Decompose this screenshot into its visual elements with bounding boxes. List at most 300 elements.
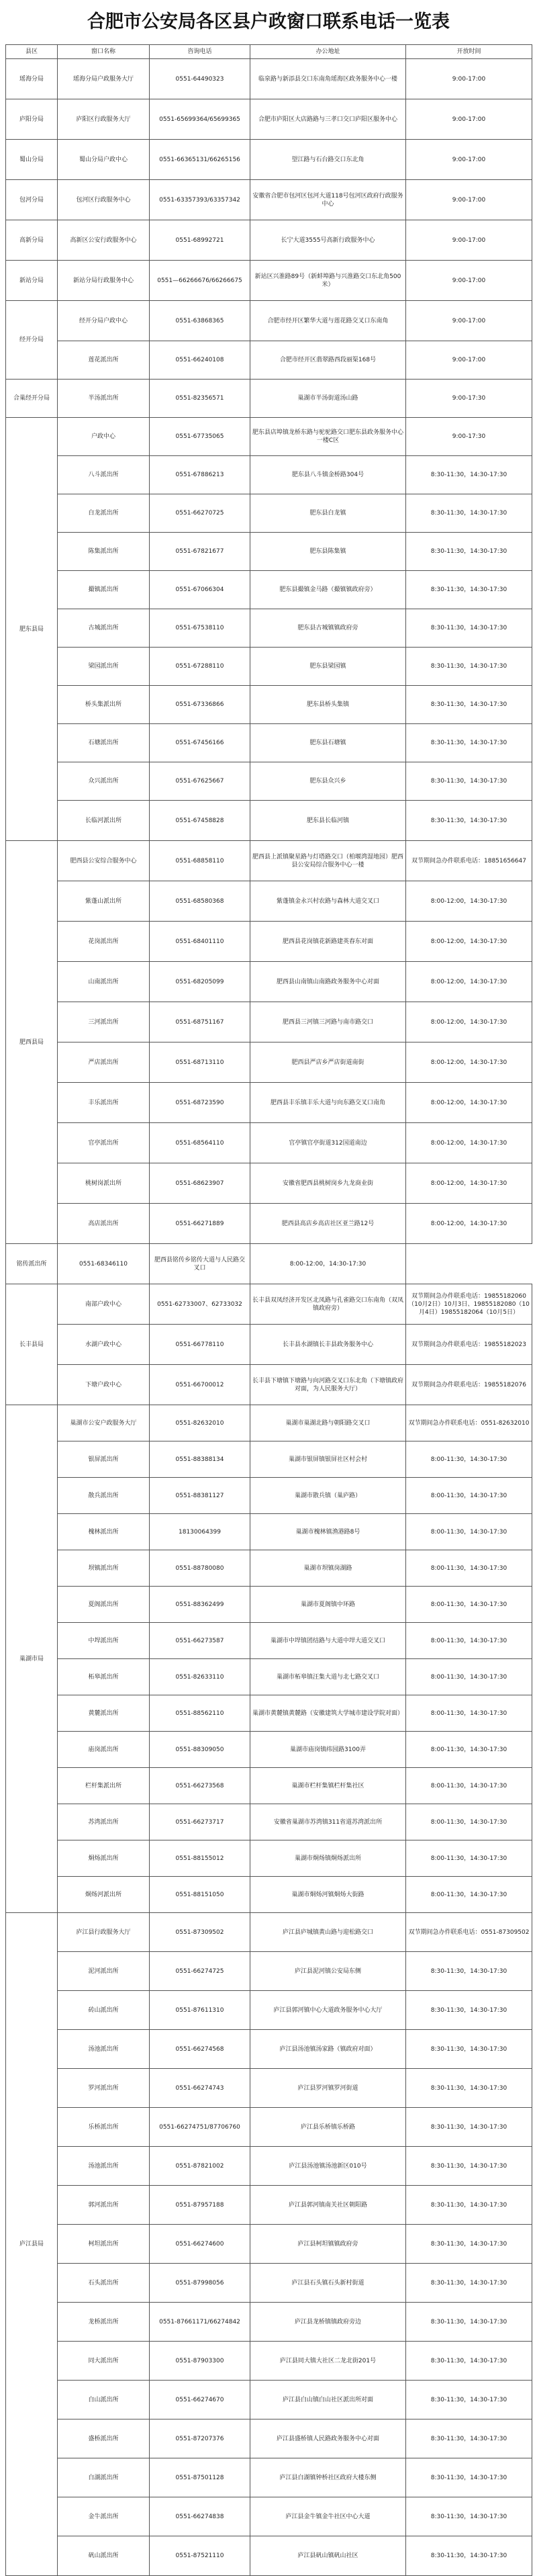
phone-cell: 0551—66266676/66266675 — [150, 261, 250, 301]
table-row — [6, 140, 532, 180]
table-row — [6, 2458, 532, 2497]
address-cell: 肥西县高店乡高店社区亚兰路12号 — [250, 1204, 406, 1244]
window-name-cell: 砖山派出所 — [58, 1991, 150, 2030]
phone-cell: 0551-68713110 — [150, 1042, 250, 1083]
address-cell: 肥东县桥头集镇 — [250, 686, 406, 724]
address-cell: 肥东县石塘镇 — [250, 724, 406, 762]
table-row — [6, 1204, 532, 1244]
county-cell: 肥西县局 — [6, 841, 58, 1244]
window-name-cell: 官亭派出所 — [58, 1123, 150, 1163]
window-name-cell: 梁园派出所 — [58, 648, 150, 686]
hours-cell: 双节期间急办件联系电话：18851656647 — [406, 841, 532, 881]
hours-cell: 8:30-11:30，14:30-17:30 — [406, 2536, 532, 2576]
table-row — [6, 180, 532, 220]
table-row — [6, 1441, 532, 1478]
phone-cell: 0551-88562110 — [150, 1695, 250, 1732]
address-cell: 庐江县郭河镇中心大道政务服务中心大厅 — [250, 1991, 406, 2030]
table-row — [6, 1514, 532, 1550]
window-name-cell: 烔炀派出所 — [58, 1840, 150, 1877]
hours-cell: 8:30-11:30，14:30-17:30 — [406, 2147, 532, 2186]
table-row — [6, 1587, 532, 1623]
table-row — [6, 1550, 532, 1587]
table-row — [6, 341, 532, 380]
hours-cell: 8:00-11:30，14:30-17:30 — [406, 1514, 532, 1550]
hours-cell: 8:30-11:30，14:30-17:30 — [406, 2303, 532, 2342]
address-cell: 肥西县铭传乡铭传大道与人民路交叉口 — [150, 1244, 250, 1284]
county-cell: 庐江县局 — [6, 1913, 58, 2576]
address-cell: 巢湖市坝镇岗湖路 — [250, 1550, 406, 1587]
window-name-cell: 新站分局行政服务中心 — [58, 261, 150, 301]
phone-cell: 0551-66274725 — [150, 1952, 250, 1991]
hours-cell: 8:30-11:30，14:30-17:30 — [406, 2108, 532, 2147]
table-row — [6, 571, 532, 609]
hours-cell: 8:30-11:30，14:30-17:30 — [406, 2264, 532, 2303]
address-cell: 巢湖市巢湖北路与朝阳路交叉口 — [250, 1405, 406, 1441]
phone-cell: 0551-67886213 — [150, 456, 250, 494]
contact-table — [5, 44, 532, 2576]
phone-cell: 0551-63357393/63357342 — [150, 180, 250, 220]
table-row — [6, 380, 532, 418]
window-name-cell: 柘皋派出所 — [58, 1659, 150, 1695]
window-name-cell: 汤池派出所 — [58, 2030, 150, 2069]
hours-cell: 8:30-11:30，14:30-17:30 — [406, 456, 532, 494]
window-name-cell: 花岗派出所 — [58, 922, 150, 962]
hours-cell: 8:30-11:30，14:30-17:30 — [406, 686, 532, 724]
address-cell: 肥东县撮镇金马路（撮镇镇政府旁） — [250, 571, 406, 609]
phone-cell: 0551-66274600 — [150, 2225, 250, 2264]
window-name-cell: 长临河派出所 — [58, 801, 150, 841]
address-cell: 巢湖市烔炀镇烔炀派出所 — [250, 1840, 406, 1877]
phone-cell: 0551-88155012 — [150, 1840, 250, 1877]
table-row — [6, 2069, 532, 2108]
header-window-name: 窗口名称 — [58, 45, 150, 59]
phone-cell: 0551-66274751/87706760 — [150, 2108, 250, 2147]
address-cell: 新站区兴淮路89号（新蚌埠路与兴淮路交口东北角500米） — [250, 261, 406, 301]
phone-cell: 0551-63868365 — [150, 301, 250, 341]
address-cell: 巢湖市柘皋镇汪集大道与北七路交叉口 — [250, 1659, 406, 1695]
table-row — [6, 1365, 532, 1405]
window-name-cell: 众兴派出所 — [58, 762, 150, 801]
window-name-cell: 包河区行政服务中心 — [58, 180, 150, 220]
address-cell: 庐江县白湖镇钟桥社区政府大楼东侧 — [250, 2458, 406, 2497]
hours-cell: 8:30-11:30，14:30-17:30 — [406, 724, 532, 762]
window-name-cell: 苏湾派出所 — [58, 1804, 150, 1840]
window-name-cell: 下塘户政中心 — [58, 1365, 150, 1405]
contact-table-container — [5, 44, 532, 2576]
address-cell: 合肥市经开区翡翠路西段丽渠168号 — [250, 341, 406, 380]
table-row — [6, 2342, 532, 2381]
hours-cell: 9:00-17:30 — [406, 418, 532, 456]
table-row — [6, 2186, 532, 2225]
address-cell: 肥西县上派镇聚星路与灯塔路交口（柏堰湾湿地园）肥西县公安局综合服务中心一楼 — [250, 841, 406, 881]
window-name-cell: 汤池派出所 — [58, 2147, 150, 2186]
address-cell: 望江路与石台路交口东北角 — [250, 140, 406, 180]
hours-cell: 8:00-11:30，14:30-17:30 — [406, 1441, 532, 1478]
hours-cell: 8:00-12:00，14:30-17:30 — [406, 962, 532, 1002]
window-name-cell: 瑶海分局户政服务大厅 — [58, 59, 150, 99]
hours-cell: 双节期间急办件联系电话：0551-87309502 — [406, 1913, 532, 1952]
address-cell: 临泉路与新添县交口东南角瑶海区政务服务中心一楼 — [250, 59, 406, 99]
window-name-cell: 肥西县公安综合服务中心 — [58, 841, 150, 881]
address-cell: 巢湖市散兵镇（巢庐路） — [250, 1478, 406, 1514]
phone-cell: 0551-68346110 — [58, 1244, 150, 1284]
address-cell: 肥西县山南镇山南路政务服务中心对面 — [250, 962, 406, 1002]
table-row — [6, 494, 532, 533]
phone-cell: 0551-67625667 — [150, 762, 250, 801]
phone-cell: 0551-68580368 — [150, 881, 250, 922]
window-name-cell: 郭河派出所 — [58, 2186, 150, 2225]
county-cell: 瑶海分局 — [6, 59, 58, 99]
phone-cell: 0551-87521110 — [150, 2536, 250, 2576]
table-row — [6, 1804, 532, 1840]
address-cell: 肥东县八斗镇金桥路304号 — [250, 456, 406, 494]
hours-cell: 9:00-17:00 — [406, 220, 532, 261]
hours-cell: 9:00-17:00 — [406, 301, 532, 341]
table-row — [6, 2147, 532, 2186]
table-row — [6, 2030, 532, 2069]
county-cell: 庐阳分局 — [6, 99, 58, 140]
phone-cell: 0551-87207376 — [150, 2419, 250, 2458]
window-name-cell: 龙桥派出所 — [58, 2303, 150, 2342]
window-name-cell: 黄麓派出所 — [58, 1695, 150, 1732]
address-cell: 庐江县矾山镇矾山社区 — [250, 2536, 406, 2576]
phone-cell: 0551-88388134 — [150, 1441, 250, 1478]
address-cell: 庐江县罗河镇罗河街道 — [250, 2069, 406, 2108]
phone-cell: 0551-66365131/66265156 — [150, 140, 250, 180]
hours-cell: 8:00-12:00，14:30-17:30 — [406, 1204, 532, 1244]
table-header-row — [6, 45, 532, 59]
window-name-cell: 烔炀河派出所 — [58, 1877, 150, 1913]
window-name-cell: 桥头集派出所 — [58, 686, 150, 724]
phone-cell: 0551-87903300 — [150, 2342, 250, 2381]
address-cell: 官亭镇官亭街道312国道南边 — [250, 1123, 406, 1163]
address-cell: 肥东县长临河镇 — [250, 801, 406, 841]
table-row — [6, 2264, 532, 2303]
phone-cell: 0551-67538110 — [150, 609, 250, 648]
table-row — [6, 686, 532, 724]
address-cell: 安徽省肥西县桃树岗乡九龙商业街 — [250, 1163, 406, 1204]
table-row — [6, 762, 532, 801]
table-row — [6, 1478, 532, 1514]
table-row — [6, 2303, 532, 2342]
phone-cell: 0551-87611310 — [150, 1991, 250, 2030]
phone-cell: 0551-88309050 — [150, 1732, 250, 1768]
address-cell: 庐江县汤池镇汤家路（镇政府对面） — [250, 2030, 406, 2069]
window-name-cell: 高新区公安行政服务中心 — [58, 220, 150, 261]
hours-cell: 8:00-11:30，14:30-17:30 — [406, 1478, 532, 1514]
table-row — [6, 2381, 532, 2419]
county-cell: 巢湖市局 — [6, 1405, 58, 1913]
county-cell: 合巢经开分局 — [6, 380, 58, 418]
address-cell: 长丰县双凤经济开发区北凤路与孔雀路交口东南角（双凤镇政府旁） — [250, 1284, 406, 1325]
address-cell: 庐江县同大镇大社区二龙北街201号 — [250, 2342, 406, 2381]
address-cell: 庐江县金牛镇金牛社区中心大道 — [250, 2497, 406, 2536]
table-row — [6, 801, 532, 841]
table-row — [6, 1768, 532, 1804]
phone-cell: 0551-62733007、62733032 — [150, 1284, 250, 1325]
window-name-cell: 散兵派出所 — [58, 1478, 150, 1514]
hours-cell: 8:00-12:00，14:30-17:30 — [406, 1123, 532, 1163]
address-cell: 庐江县郭河镇南关社区朝阳路 — [250, 2186, 406, 2225]
window-name-cell: 泥河派出所 — [58, 1952, 150, 1991]
hours-cell: 8:00-11:30，14:30-17:30 — [406, 1732, 532, 1768]
window-name-cell: 撮镇派出所 — [58, 571, 150, 609]
phone-cell: 0551-66274568 — [150, 2030, 250, 2069]
phone-cell: 0551-65699364/65699365 — [150, 99, 250, 140]
phone-cell: 0551-68751167 — [150, 1002, 250, 1042]
window-name-cell: 石塘派出所 — [58, 724, 150, 762]
address-cell: 庐江县柯坦镇镇政府旁 — [250, 2225, 406, 2264]
window-name-cell: 罗河派出所 — [58, 2069, 150, 2108]
phone-cell: 0551-66270725 — [150, 494, 250, 533]
window-name-cell: 庐阳区行政服务大厅 — [58, 99, 150, 140]
address-cell: 肥东县梁园镇 — [250, 648, 406, 686]
table-row — [6, 59, 532, 99]
table-row — [6, 1623, 532, 1659]
table-row — [6, 261, 532, 301]
hours-cell: 9:00-17:00 — [406, 180, 532, 220]
window-name-cell: 水湖户政中心 — [58, 1325, 150, 1365]
table-row — [6, 2108, 532, 2147]
hours-cell: 8:00-11:30，14:30-17:30 — [406, 1550, 532, 1587]
hours-cell: 8:30-11:30，14:30-17:30 — [406, 648, 532, 686]
table-row — [6, 841, 532, 881]
county-cell: 经开分局 — [6, 301, 58, 380]
window-name-cell: 白龙派出所 — [58, 494, 150, 533]
header-address: 办公地址 — [250, 45, 406, 59]
address-cell: 巢湖市槐林镇渔港路8号 — [250, 1514, 406, 1550]
table-row — [6, 2497, 532, 2536]
address-cell: 肥西县严店乡严店街道南街 — [250, 1042, 406, 1083]
window-name-cell: 石头派出所 — [58, 2264, 150, 2303]
table-row — [6, 1325, 532, 1365]
address-cell: 巢湖市银屏镇银屏社区村会村 — [250, 1441, 406, 1478]
phone-cell: 0551-67066304 — [150, 571, 250, 609]
hours-cell: 8:00-12:00，14:30-17:30 — [406, 881, 532, 922]
table-row — [6, 1952, 532, 1991]
table-row — [6, 1913, 532, 1952]
phone-cell: 0551-66274743 — [150, 2069, 250, 2108]
page-title: 合肥市公安局各区县户政窗口联系电话一览表 — [87, 11, 450, 32]
hours-cell: 9:00-17:00 — [406, 261, 532, 301]
address-cell: 巢湖市庙岗镇纬园路3100弄 — [250, 1732, 406, 1768]
address-cell: 肥东县古城镇镇政府旁 — [250, 609, 406, 648]
address-cell: 肥东县白龙镇 — [250, 494, 406, 533]
window-name-cell: 莲花派出所 — [58, 341, 150, 380]
phone-cell: 0551-88381127 — [150, 1478, 250, 1514]
window-name-cell: 庐江县行政服务大厅 — [58, 1913, 150, 1952]
address-cell: 长丰县下塘镇下塘路与向河路交叉口东北角（下塘镇政府对面，为人民服务大厅） — [250, 1365, 406, 1405]
table-row — [6, 2419, 532, 2458]
hours-cell: 9:00-17:00 — [406, 140, 532, 180]
phone-cell: 0551-66273568 — [150, 1768, 250, 1804]
window-name-cell: 陈集派出所 — [58, 533, 150, 571]
hours-cell: 8:00-12:00，14:30-17:30 — [406, 1163, 532, 1204]
phone-cell: 0551-68401110 — [150, 922, 250, 962]
hours-cell: 9:00-17:00 — [406, 341, 532, 380]
county-cell: 新站分局 — [6, 261, 58, 301]
table-row — [6, 1042, 532, 1083]
window-name-cell: 三河派出所 — [58, 1002, 150, 1042]
phone-cell: 0551-67458828 — [150, 801, 250, 841]
phone-cell: 0551-87821002 — [150, 2147, 250, 2186]
hours-cell: 8:00-11:30，14:30-17:30 — [406, 1659, 532, 1695]
hours-cell: 8:30-11:30，14:30-17:30 — [406, 2497, 532, 2536]
phone-cell: 0551-87661171/66274842 — [150, 2303, 250, 2342]
window-name-cell: 银屏派出所 — [58, 1441, 150, 1478]
window-name-cell: 八斗派出所 — [58, 456, 150, 494]
phone-cell: 0551-87309502 — [150, 1913, 250, 1952]
window-name-cell: 矾山派出所 — [58, 2536, 150, 2576]
phone-cell: 0551-67336866 — [150, 686, 250, 724]
phone-cell: 0551-66700012 — [150, 1365, 250, 1405]
table-body — [6, 59, 532, 2576]
table-row — [6, 881, 532, 922]
phone-cell: 0551-66271889 — [150, 1204, 250, 1244]
window-name-cell: 古城派出所 — [58, 609, 150, 648]
table-row — [6, 962, 532, 1002]
county-cell: 包河分局 — [6, 180, 58, 220]
hours-cell: 双节期间急办件联系电话：0551-82632010 — [406, 1405, 532, 1441]
phone-cell: 18130064399 — [150, 1514, 250, 1550]
address-cell: 庐江县乐桥镇乐桥路 — [250, 2108, 406, 2147]
table-row — [6, 1083, 532, 1123]
hours-cell: 8:00-11:30，14:30-17:30 — [406, 1623, 532, 1659]
window-name-cell: 柯坦派出所 — [58, 2225, 150, 2264]
window-name-cell: 丰乐派出所 — [58, 1083, 150, 1123]
table-row — [6, 2225, 532, 2264]
address-cell: 庐江县石头镇石头新村街道 — [250, 2264, 406, 2303]
county-cell: 蜀山分局 — [6, 140, 58, 180]
phone-cell: 0551-68564110 — [150, 1123, 250, 1163]
window-name-cell: 半汤派出所 — [58, 380, 150, 418]
table-row — [6, 1877, 532, 1913]
hours-cell: 8:00-12:00，14:30-17:30 — [406, 922, 532, 962]
table-row — [6, 609, 532, 648]
header-hours: 开放时间 — [406, 45, 532, 59]
address-cell: 巢湖市半汤街道汤山路 — [250, 380, 406, 418]
phone-cell: 0551-68723590 — [150, 1083, 250, 1123]
county-cell: 肥东县局 — [6, 418, 58, 841]
phone-cell: 0551-67821677 — [150, 533, 250, 571]
county-cell: 长丰县局 — [6, 1284, 58, 1405]
hours-cell: 8:00-11:30，14:30-17:30 — [406, 1840, 532, 1877]
table-row — [6, 1991, 532, 2030]
window-name-cell: 中垾派出所 — [58, 1623, 150, 1659]
address-cell: 巢湖市烔炀河镇烔炀大街路 — [250, 1877, 406, 1913]
phone-cell: 0551-82356571 — [150, 380, 250, 418]
hours-cell: 双节期间急办件联系电话：19855182060（10月2日）10月3日、19855182080（10月4日）19855182064（10月5日） — [406, 1284, 532, 1325]
phone-cell: 0551-68858110 — [150, 841, 250, 881]
address-cell: 长宁大道3555号高新行政服务中心 — [250, 220, 406, 261]
phone-cell: 0551-82633110 — [150, 1659, 250, 1695]
hours-cell: 8:30-11:30，14:30-17:30 — [406, 2342, 532, 2381]
address-cell: 肥西县丰乐镇丰乐大道与向东路交叉口南角 — [250, 1083, 406, 1123]
hours-cell: 双节期间急办件联系电话：19855182023 — [406, 1325, 532, 1365]
table-row — [6, 220, 532, 261]
hours-cell: 8:00-12:00，14:30-17:30 — [406, 1042, 532, 1083]
address-cell: 长丰县水湖镇长丰县政务服务中心 — [250, 1325, 406, 1365]
address-cell: 庐江县龙桥镇镇政府旁边 — [250, 2303, 406, 2342]
window-name-cell: 槐林派出所 — [58, 1514, 150, 1550]
hours-cell: 8:30-11:30，14:30-17:30 — [406, 801, 532, 841]
phone-cell: 0551-64490323 — [150, 59, 250, 99]
header-county: 县区 — [6, 45, 58, 59]
phone-cell: 0551-66274838 — [150, 2497, 250, 2536]
hours-cell: 9:00-17:00 — [406, 99, 532, 140]
window-name-cell: 夏阁派出所 — [58, 1587, 150, 1623]
phone-cell: 0551-88151050 — [150, 1877, 250, 1913]
address-cell: 庐江县白山镇白山社区派出所对面 — [250, 2381, 406, 2419]
address-cell: 巢湖市中垾镇团结路与大道中垾大道交叉口 — [250, 1623, 406, 1659]
phone-cell: 0551-66778110 — [150, 1325, 250, 1365]
table-row — [6, 1002, 532, 1042]
table-row — [6, 724, 532, 762]
address-cell: 庐江县盛桥镇人民路政务服务中心对面 — [250, 2419, 406, 2458]
hours-cell: 8:30-11:30，14:30-17:30 — [406, 1991, 532, 2030]
window-name-cell: 坝镇派出所 — [58, 1550, 150, 1587]
address-cell: 肥西县花岗镇花新路建英春东对面 — [250, 922, 406, 962]
hours-cell: 8:00-12:00，14:30-17:30 — [250, 1244, 406, 1284]
window-name-cell: 高店派出所 — [58, 1204, 150, 1244]
window-name-cell: 户政中心 — [58, 418, 150, 456]
table-row — [6, 1284, 532, 1325]
phone-cell: 0551-67456166 — [150, 724, 250, 762]
address-cell: 庐江县汤池镇汤池新区010号 — [250, 2147, 406, 2186]
phone-cell: 0551-66274670 — [150, 2381, 250, 2419]
address-cell: 肥东县陈集镇 — [250, 533, 406, 571]
table-row — [6, 533, 532, 571]
window-name-cell: 山南派出所 — [58, 962, 150, 1002]
table-row — [6, 922, 532, 962]
hours-cell: 8:00-12:00，14:30-17:30 — [406, 1002, 532, 1042]
window-name-cell: 巢湖市公安户政服务大厅 — [58, 1405, 150, 1441]
window-name-cell: 南部户政中心 — [58, 1284, 150, 1325]
phone-cell: 0551-66273717 — [150, 1804, 250, 1840]
window-name-cell: 桃树岗派出所 — [58, 1163, 150, 1204]
window-name-cell: 盛桥派出所 — [58, 2419, 150, 2458]
address-cell: 合肥市经开区繁华大道与莲花路交叉口东南角 — [250, 301, 406, 341]
hours-cell: 8:30-11:30，14:30-17:30 — [406, 2186, 532, 2225]
window-name-cell: 庙岗派出所 — [58, 1732, 150, 1768]
phone-cell: 0551-68623907 — [150, 1163, 250, 1204]
table-row — [6, 1732, 532, 1768]
table-row — [6, 1123, 532, 1163]
address-cell: 安徽省合肥市包河区包河大道118号包河区政府行政服务中心 — [250, 180, 406, 220]
address-cell: 巢湖市栏杆集镇栏杆集社区 — [250, 1768, 406, 1804]
hours-cell: 双节期间急办件联系电话：19855182076 — [406, 1365, 532, 1405]
phone-cell: 0551-67735065 — [150, 418, 250, 456]
phone-cell: 0551-67288110 — [150, 648, 250, 686]
window-name-cell: 白湖派出所 — [58, 2458, 150, 2497]
table-row — [6, 648, 532, 686]
hours-cell: 8:00-11:30，14:30-17:30 — [406, 1768, 532, 1804]
table-row — [6, 1659, 532, 1695]
address-cell: 庐江县庐城镇黄山路与迎松路交口 — [250, 1913, 406, 1952]
address-cell: 庐江县泥河镇公安局东侧 — [250, 1952, 406, 1991]
phone-cell: 0551-87501128 — [150, 2458, 250, 2497]
table-row — [6, 1244, 532, 1284]
hours-cell: 8:30-11:30，14:30-17:30 — [406, 609, 532, 648]
window-name-cell: 白山派出所 — [58, 2381, 150, 2419]
hours-cell: 8:30-11:30，14:30-17:30 — [406, 2381, 532, 2419]
county-cell: 高新分局 — [6, 220, 58, 261]
window-name-cell: 蜀山分局户政中心 — [58, 140, 150, 180]
table-row — [6, 301, 532, 341]
phone-cell: 0551-88780080 — [150, 1550, 250, 1587]
address-cell: 紫蓬镇金永兴村农路与森林大道交叉口 — [250, 881, 406, 922]
table-row — [6, 1163, 532, 1204]
